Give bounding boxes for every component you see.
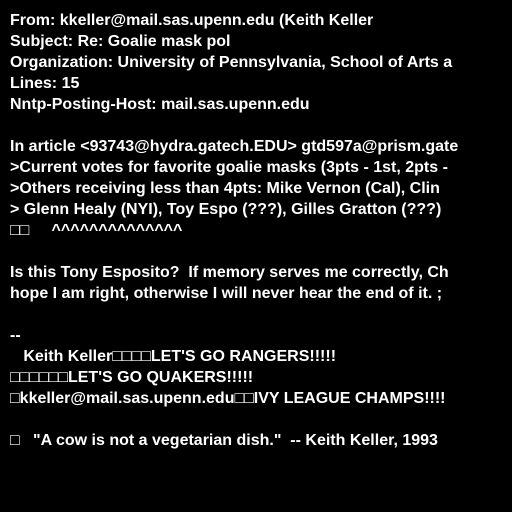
signature-line: □□□□□□LET'S GO QUAKERS!!!!! [10, 369, 254, 386]
header-organization: Organization: University of Pennsylvania, School of Arts a [10, 54, 453, 71]
signature-quote: □ "A cow is not a vegetarian dish." -- Keith Keller, 1993 [10, 432, 438, 449]
header-subject: Subject: Re: Goalie mask pol [10, 33, 231, 50]
quote-line: >Others receiving less than 4pts: Mike Vernon (Cal), Clin [10, 180, 440, 197]
header-from: From: kkeller@mail.sas.upenn.edu (Keith Keller [10, 12, 374, 29]
signature-separator: -- [10, 327, 21, 344]
caret-line: □□ ^^^^^^^^^^^^^^ [10, 222, 183, 239]
signature-line: □kkeller@mail.sas.upenn.edu□□IVY LEAGUE CHAMPS!!!! [10, 390, 446, 407]
quote-line: > Glenn Healy (NYI), Toy Espo (???), Gilles Gratton (???) [10, 201, 442, 218]
reply-line: hope I am right, otherwise I will never hear the end of it. ; [10, 285, 443, 302]
reply-line: Is this Tony Esposito? If memory serves me correctly, Ch [10, 264, 449, 281]
quote-line: >Current votes for favorite goalie masks (3pts - 1st, 2pts - [10, 159, 448, 176]
quote-intro: In article <93743@hydra.gatech.EDU> gtd597a@prism.gate [10, 138, 459, 155]
signature-line: Keith Keller□□□□LET'S GO RANGERS!!!!! [10, 348, 337, 365]
header-lines: Lines: 15 [10, 75, 80, 92]
header-posting-host: Nntp-Posting-Host: mail.sas.upenn.edu [10, 96, 310, 113]
